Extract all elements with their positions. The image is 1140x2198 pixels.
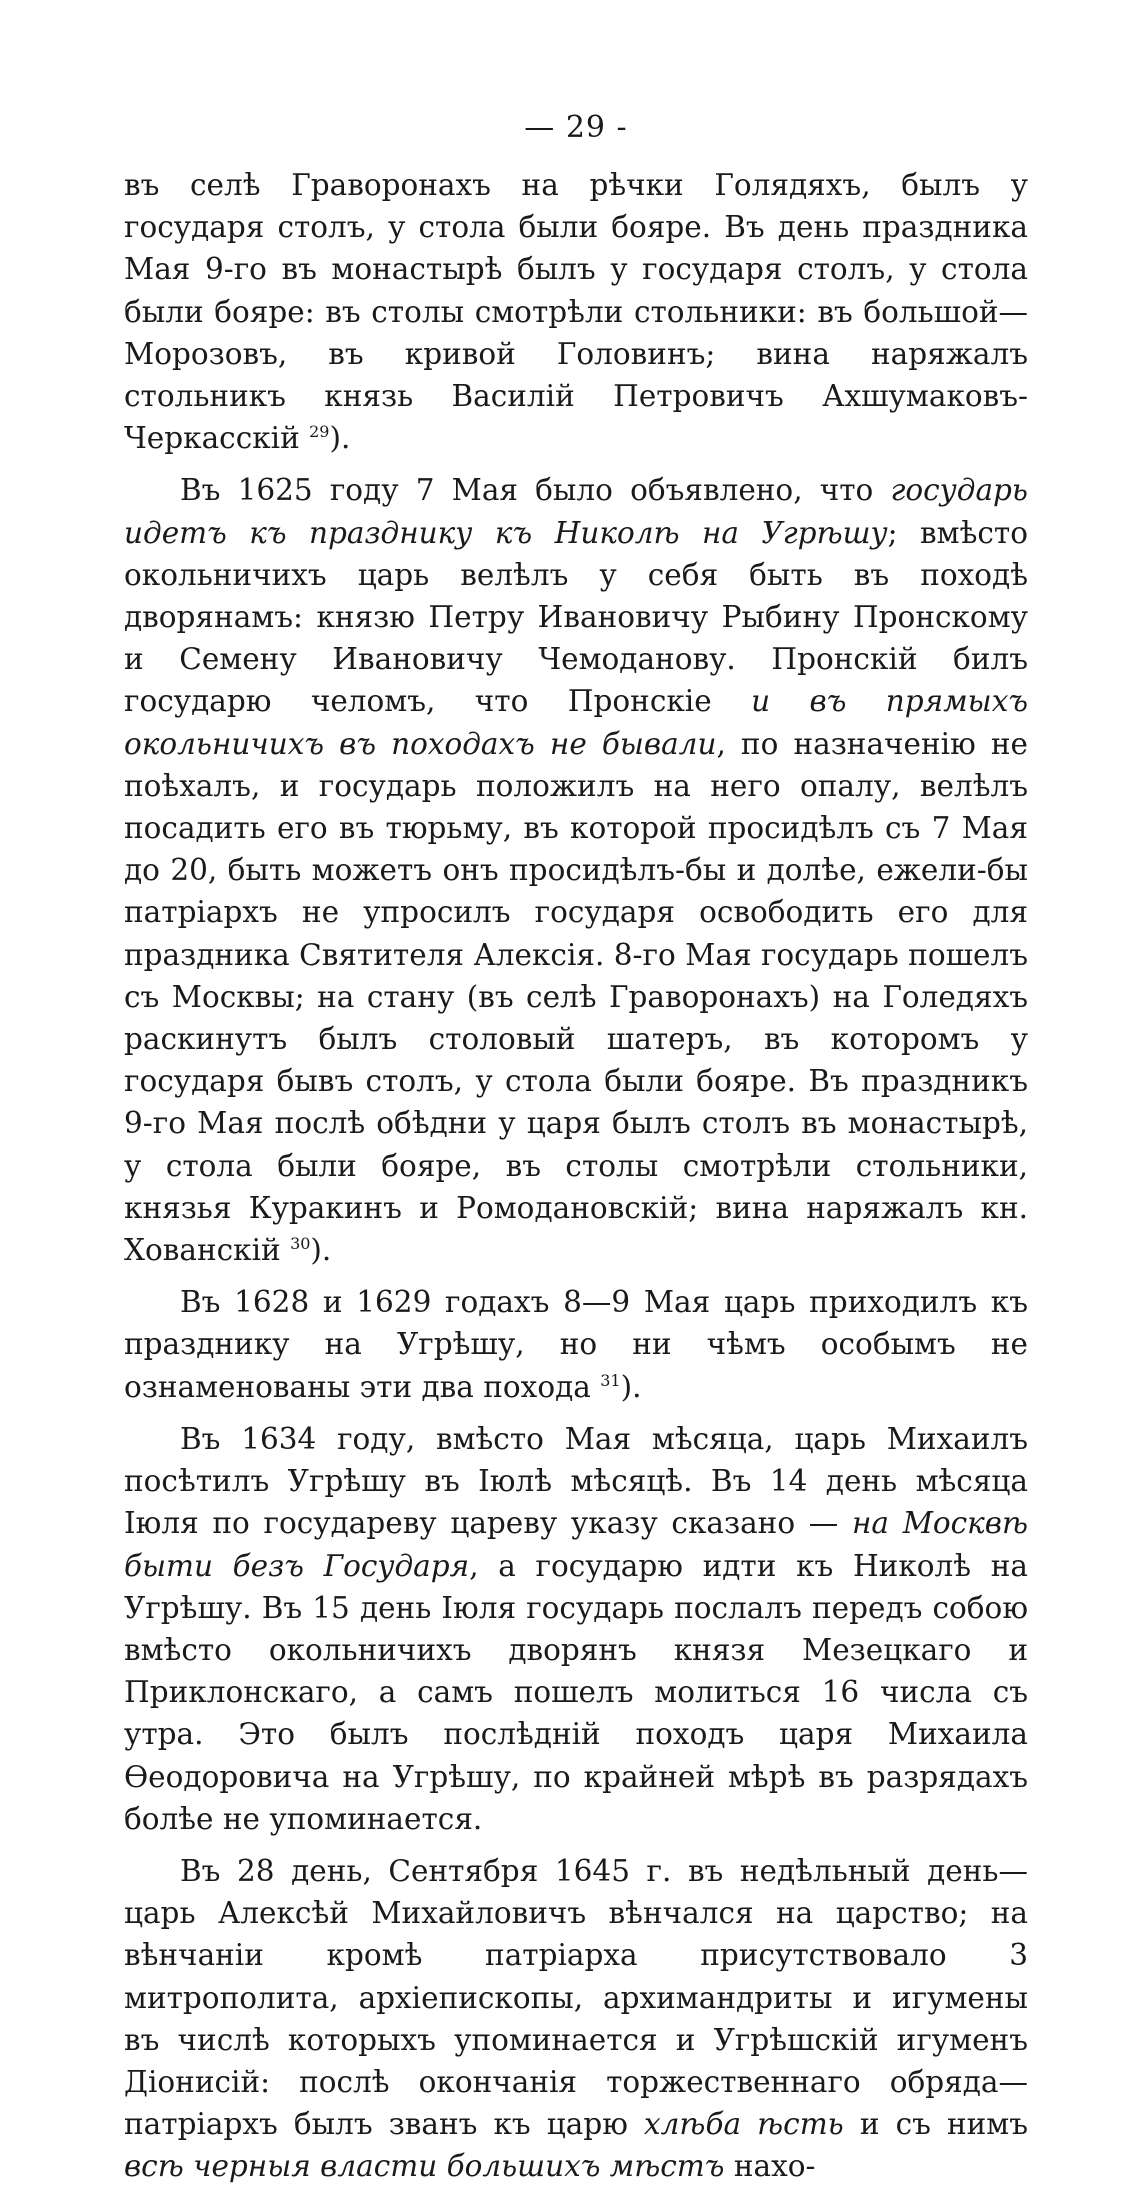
text-run: Въ 1625 году 7 Мая было объявлено, что: [180, 473, 891, 508]
text-run: ; вмѣсто окольничихъ царь велѣлъ у себя быть въ походѣ дворянамъ: князю Петру Ивановичу Рыбину Пронскому и Семену Ивановичу Чемоданову. Пронскій билъ государю челомъ, что Пронскіе: [124, 515, 1029, 719]
text-run: Въ 28 день, Сентября 1645 г. въ недѣльный день—царь Алексѣй Михайловичъ вѣнчался на царство; на вѣнчаніи кромѣ патріарха присутствовало 3 митрополита, архіепископы, архимандриты и игумены въ числѣ которыхъ упоминается и Угрѣшскій игуменъ Діонисій: послѣ окончанія торжественнаго обряда—патріархъ былъ званъ къ царю: [124, 1853, 1028, 2142]
italic-text-run: на Москвѣ быти безъ Государя: [124, 1506, 1029, 1583]
paragraph: [124, 1418, 1028, 1840]
paragraph: [124, 1850, 1028, 2188]
italic-text-run: государь идетъ къ празднику къ Николѣ на Угрѣшу: [124, 473, 1028, 550]
paragraph: [124, 469, 1028, 1271]
footnote-ref: 31: [600, 1370, 621, 1390]
book-page: [124, 108, 1028, 2198]
text-run: , по назначенію не поѣхалъ, и государь положилъ на него опалу, велѣлъ посадить его въ тюрьму, въ которой просидѣлъ съ 7 Мая до 20, быть можетъ онъ просидѣлъ-бы и долѣе, ежели-бы патріархъ не упросилъ государя освободить его для праздника Святителя Алексія. 8-го Мая государь пошелъ съ Москвы; на стану (въ селѣ Граворонахъ) на Голедяхъ раскинутъ былъ столовый шатеръ, въ которомъ у государя бывъ столъ, у стола были бояре. Въ праздникъ 9-го Мая послѣ обѣдни у царя былъ столъ въ монастырѣ, у стола были бояре, въ столы смотрѣли стольники, князья Куракинъ и Ромодановскій; вина наряжалъ кн. Хованскій: [124, 726, 1028, 1268]
text-run: ).: [329, 421, 351, 456]
text-run: нахо-: [724, 2149, 816, 2184]
paragraph: [124, 1281, 1028, 1408]
footnote-ref: 29: [309, 422, 330, 442]
page-number: — 29 -: [524, 110, 628, 145]
text-run: въ селѣ Граворонахъ на рѣчки Голядяхъ, былъ у государя столъ, у стола были бояре. Въ день праздника Мая 9-го въ монастырѣ былъ у государя столъ, у стола были бояре: въ столы смотрѣли стольники: въ большой—Морозовъ, въ кривой Головинъ; вина наряжалъ стольникъ князь Василій Петровичъ Ахшумаковъ-Черкасскій: [124, 168, 1028, 456]
footnote-ref: 30: [290, 1234, 311, 1254]
paragraph: [124, 164, 1028, 459]
italic-text-run: хлѣба ѣсть: [644, 2107, 844, 2142]
text-run: и съ нимъ: [843, 2107, 1028, 2142]
italic-text-run: и въ прямыхъ окольничихъ въ походахъ не бывали: [124, 684, 1028, 761]
text-run: ).: [310, 1233, 332, 1268]
text-run: Въ 1634 году, вмѣсто Мая мѣсяца, царь Михаилъ посѣтилъ Угрѣшу въ Іюлѣ мѣсяцѣ. Въ 14 день мѣсяца Іюля по государеву цареву указу сказано —: [124, 1421, 1028, 1541]
text-run: Въ 1628 и 1629 годахъ 8—9 Мая царь приходилъ къ празднику на Угрѣшу, но ни чѣмъ особымъ не ознаменованы эти два похода: [124, 1285, 1028, 1404]
text-run: , а государю идти къ Николѣ на Угрѣшу. Въ 15 день Іюля государь послалъ передъ собою вмѣсто окольничихъ дворянъ князя Мезецкаго и Приклонскаго, а самъ пошелъ молиться 16 числа съ утра. Это былъ послѣдній походъ царя Михаила Ѳеодоровича на Угрѣшу, по крайней мѣрѣ въ разрядахъ болѣе не упоминается.: [124, 1548, 1028, 1836]
text-run: ).: [620, 1369, 642, 1404]
italic-text-run: всѣ черныя власти большихъ мѣстъ: [124, 2149, 725, 2184]
